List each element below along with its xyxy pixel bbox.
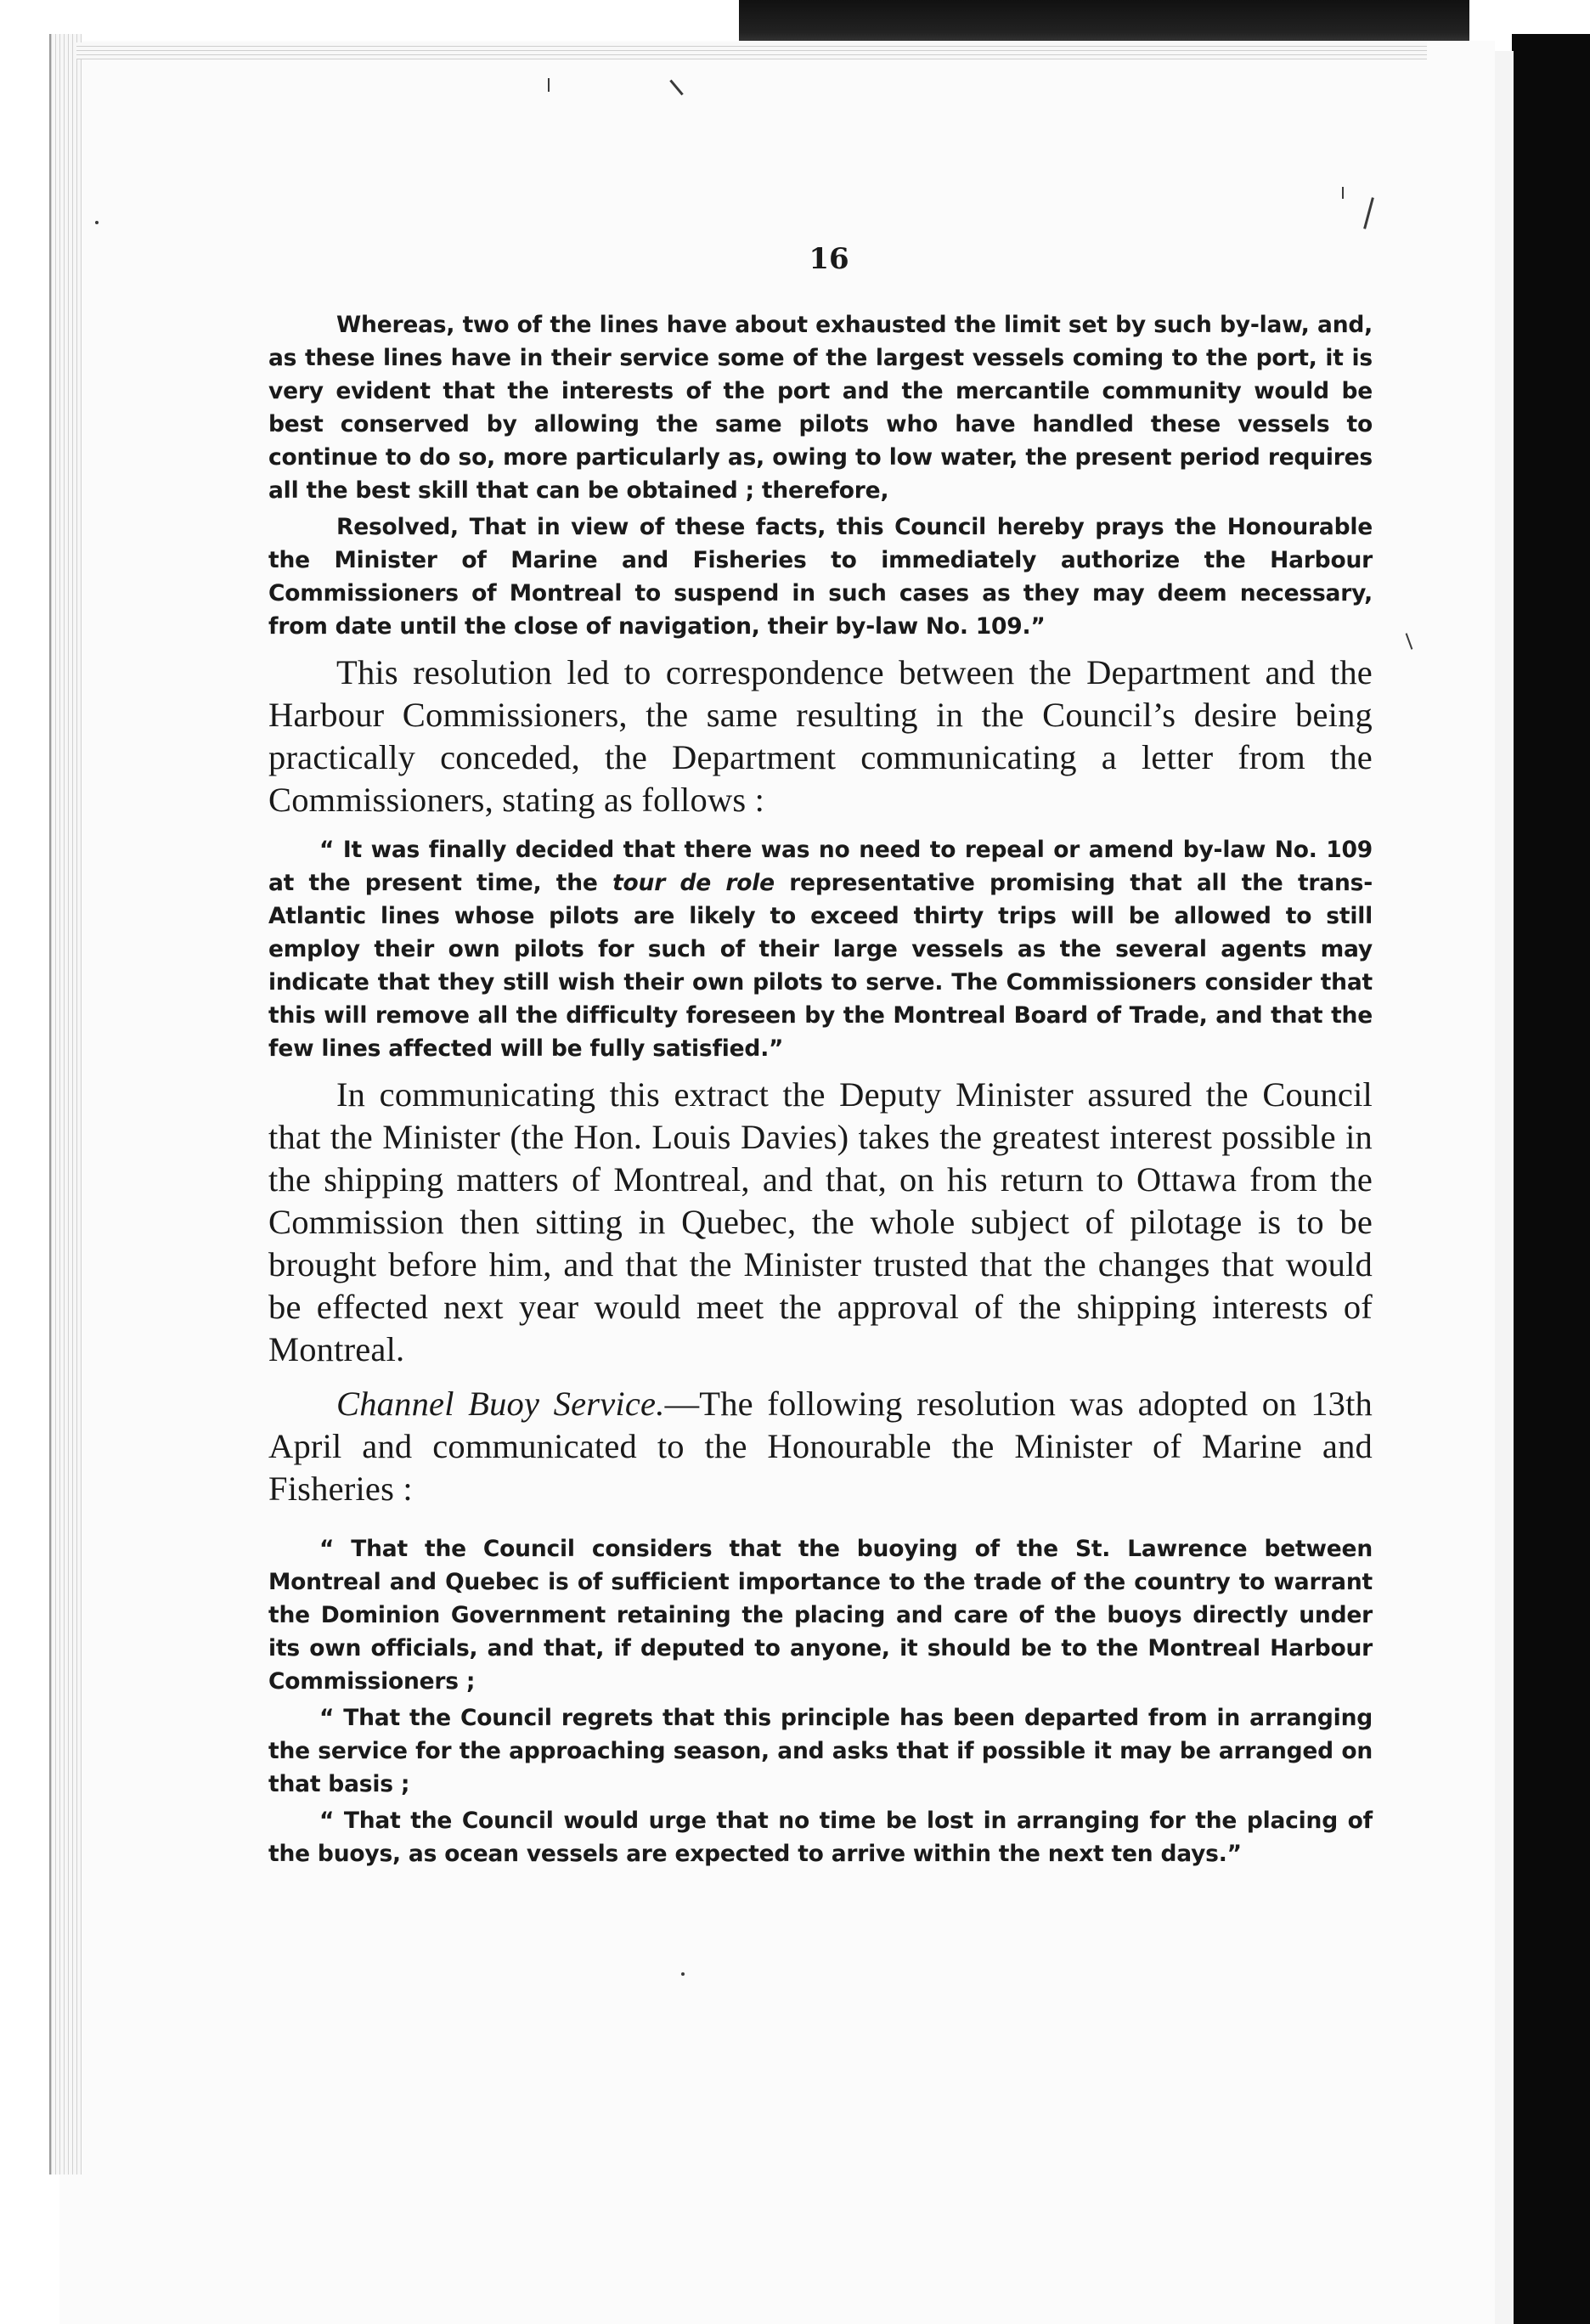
page-number: 16	[809, 242, 849, 276]
page-edge-stack	[49, 34, 82, 2175]
channel-buoy-paragraph	[268, 1383, 1373, 1510]
top-page-edge	[76, 42, 1427, 59]
quote-italic-text: tour de role	[612, 870, 775, 896]
quote-text: representative promising that all the trans-Atlantic lines whose pilots are likely to exceed thirty trips will be allowed to still employ their own pilots for such of their large vessels as the several agents may indicate that they still wish their own pilots to serve. The Commissioners consider that this will remove all the difficulty foreseen by the Montreal Board of Trade, and that the few lines affected will be fully satisfied.”	[268, 870, 1373, 1062]
page-text	[268, 242, 1373, 1870]
whereas-paragraph: Whereas, two of the lines have about exhausted the limit set by such by-law, and, as these lines have in their service some of the largest vessels coming to the port, it is very evident that the interests of the port and the mercantile community would be best conserved by allowing the same pilots who have handled these vessels to continue to do so, more particularly as, owing to low water, the present period requires all the best skill that can be obtained ; therefore,	[268, 312, 1373, 504]
section-heading-italic: Channel Buoy Service.	[336, 1385, 665, 1423]
resolution-correspondence-paragraph: This resolution led to correspondence between the Department and the Harbour Commissioners, the same resulting in the Council’s desire being practically conceded, the Department communicating a letter from the Commissioners, stating as follows :	[268, 653, 1373, 819]
scan-speck	[95, 221, 99, 224]
commissioners-quote	[268, 833, 1373, 1065]
scan-speck	[681, 1972, 685, 1976]
buoy-resolution-quote-1: “ That the Council considers that the buoying of the St. Lawrence between Montreal and Quebec is of sufficient importance to the trade of the country to warrant the Dominion Government retaining the placing and care of the buoys directly under its own officials, and that, if deputed to anyone, it should be to the Montreal Harbour Commissioners ;	[268, 1536, 1373, 1695]
buoy-resolution-quote-3: “ That the Council would urge that no time be lost in arranging for the placing of the buoys, as ocean vessels are expected to arrive within the next ten days.”	[268, 1808, 1373, 1867]
scan-speck	[548, 78, 550, 92]
section-text: —The following resolution was adopted on 13th April and communicated to the Honourable the Minister of Marine and Fisheries :	[268, 1385, 1373, 1508]
facing-page-edge	[1512, 34, 1590, 2324]
buoy-resolution-quote-2: “ That the Council regrets that this principle has been departed from in arranging the service for the approaching season, and asks that if possible it may be arranged on that basis ;	[268, 1705, 1373, 1797]
scan-speck	[1342, 187, 1344, 199]
deputy-minister-paragraph: In communicating this extract the Deputy Minister assured the Council that the Minister (the Hon. Louis Davies) takes the greatest interest possible in the shipping matters of Montreal, and that, on his return to Ottawa from the Commission then sitting in Quebec, the whole subject of pilotage is to be brought before him, and that the Minister trusted that the changes that would be effected next year would meet the approval of the shipping interests of Montreal.	[268, 1075, 1373, 1368]
quote-text: “ It was finally decided that there was no need to repeal or amend by-law No. 109 at the present time, the	[268, 837, 1373, 896]
resolved-paragraph: Resolved, That in view of these facts, this Council hereby prays the Honourable the Minister of Marine and Fisheries to immediately authorize the Harbour Commissioners of Montreal to suspend in such cases as they may deem necessary, from date until the close of navigation, their by-law No. 109.”	[268, 514, 1373, 640]
page-margin-strip	[1493, 51, 1514, 2324]
